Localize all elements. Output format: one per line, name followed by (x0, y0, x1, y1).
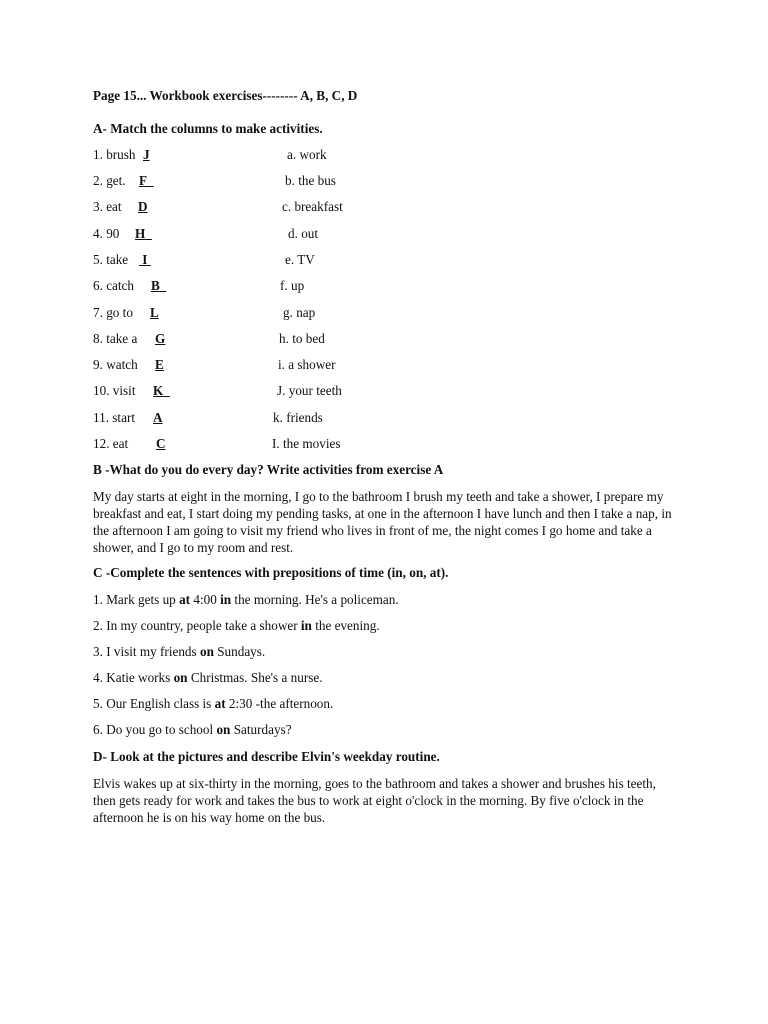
match-option: J. your teeth (277, 383, 342, 398)
match-option: e. TV (285, 252, 315, 267)
sentence: 6. Do you go to school on Saturdays? (93, 722, 292, 737)
sentence: 1. Mark gets up at 4:00 in the morning. He's a policeman. (93, 592, 399, 607)
match-item: 2. get. (93, 173, 126, 188)
sentence: 3. I visit my friends on Sundays. (93, 644, 266, 659)
match-row (93, 252, 693, 268)
match-item: 3. eat (93, 199, 122, 214)
match-item: 1. brush (93, 147, 136, 162)
section-d-paragraph: Elvis wakes up at six-thirty in the morning, goes to the bathroom and takes a shower and brushes his teeth, then gets ready for work and takes the bus to work at eight o'clock in the morning. By five o'clock in the afternoon he is on his way home on the bus. (93, 776, 656, 825)
match-item: 11. start (93, 410, 135, 425)
match-answer: D (138, 199, 148, 214)
preposition-answer: at (179, 592, 191, 607)
match-answer: I (142, 252, 148, 267)
match-option: g. nap (283, 305, 316, 320)
section-d-heading: D- Look at the pictures and describe Elvin's weekday routine. (93, 749, 440, 764)
match-answer: F (139, 173, 148, 188)
match-answer: G (155, 331, 166, 346)
match-item: 6. catch (93, 278, 135, 293)
preposition-answer: at (214, 696, 226, 711)
section-c-heading: C -Complete the sentences with prepositions of time (in, on, at). (93, 565, 449, 580)
match-option: h. to bed (279, 331, 325, 346)
match-row (93, 305, 693, 321)
match-option: b. the bus (285, 173, 336, 188)
preposition-answer: in (300, 618, 312, 633)
match-row (93, 436, 693, 452)
match-row (93, 383, 693, 399)
match-option: I. the movies (272, 436, 341, 451)
match-answer: B (151, 278, 160, 293)
match-option: a. work (287, 147, 327, 162)
sentence: 5. Our English class is at 2:30 -the afternoon. (93, 696, 334, 711)
match-item: 7. go to (93, 305, 133, 320)
preposition-answer: on (199, 644, 214, 659)
match-answer: E (155, 357, 164, 372)
match-row (93, 410, 693, 426)
match-option: f. up (280, 278, 305, 293)
match-row (93, 357, 693, 373)
match-option: d. out (288, 226, 319, 241)
match-row (93, 173, 693, 189)
match-row (93, 331, 693, 347)
match-item: 4. 90 (93, 226, 120, 241)
match-row (93, 278, 693, 294)
match-item: 10. visit (93, 383, 136, 398)
match-answer: C (156, 436, 166, 451)
match-row (93, 199, 693, 215)
match-option: i. a shower (278, 357, 336, 372)
match-row (93, 147, 693, 163)
sentence: 2. In my country, people take a shower in the evening. (93, 618, 380, 633)
match-answer: A (153, 410, 163, 425)
match-item: 12. eat (93, 436, 129, 451)
page-title: Page 15... Workbook exercises-------- A, B, C, D (93, 88, 358, 103)
match-answer: H (135, 226, 146, 241)
match-item: 9. watch (93, 357, 138, 372)
match-option: c. breakfast (282, 199, 343, 214)
preposition-answer: on (216, 722, 231, 737)
match-item: 5. take (93, 252, 129, 267)
preposition-answer: on (173, 670, 188, 685)
section-a-heading: A- Match the columns to make activities. (93, 121, 323, 136)
match-option: k. friends (273, 410, 323, 425)
match-answer: J (143, 147, 150, 162)
preposition-answer: in (220, 592, 232, 607)
section-b-heading: B -What do you do every day? Write activities from exercise A (93, 462, 444, 477)
match-answer: K (153, 383, 164, 398)
match-answer: L (150, 305, 159, 320)
match-row (93, 226, 693, 242)
sentence: 4. Katie works on Christmas. She's a nurse. (93, 670, 323, 685)
section-b-paragraph: My day starts at eight in the morning, I go to the bathroom I brush my teeth and take a shower, I prepare my breakfast and eat, I start doing my pending tasks, at one in the afternoon I have lunch and then I take a nap, in the afternoon I am going to visit my friend who lives in front of me, the night comes I go home and take a shower, and I go to my room and rest. (93, 489, 672, 555)
match-item: 8. take a (93, 331, 138, 346)
